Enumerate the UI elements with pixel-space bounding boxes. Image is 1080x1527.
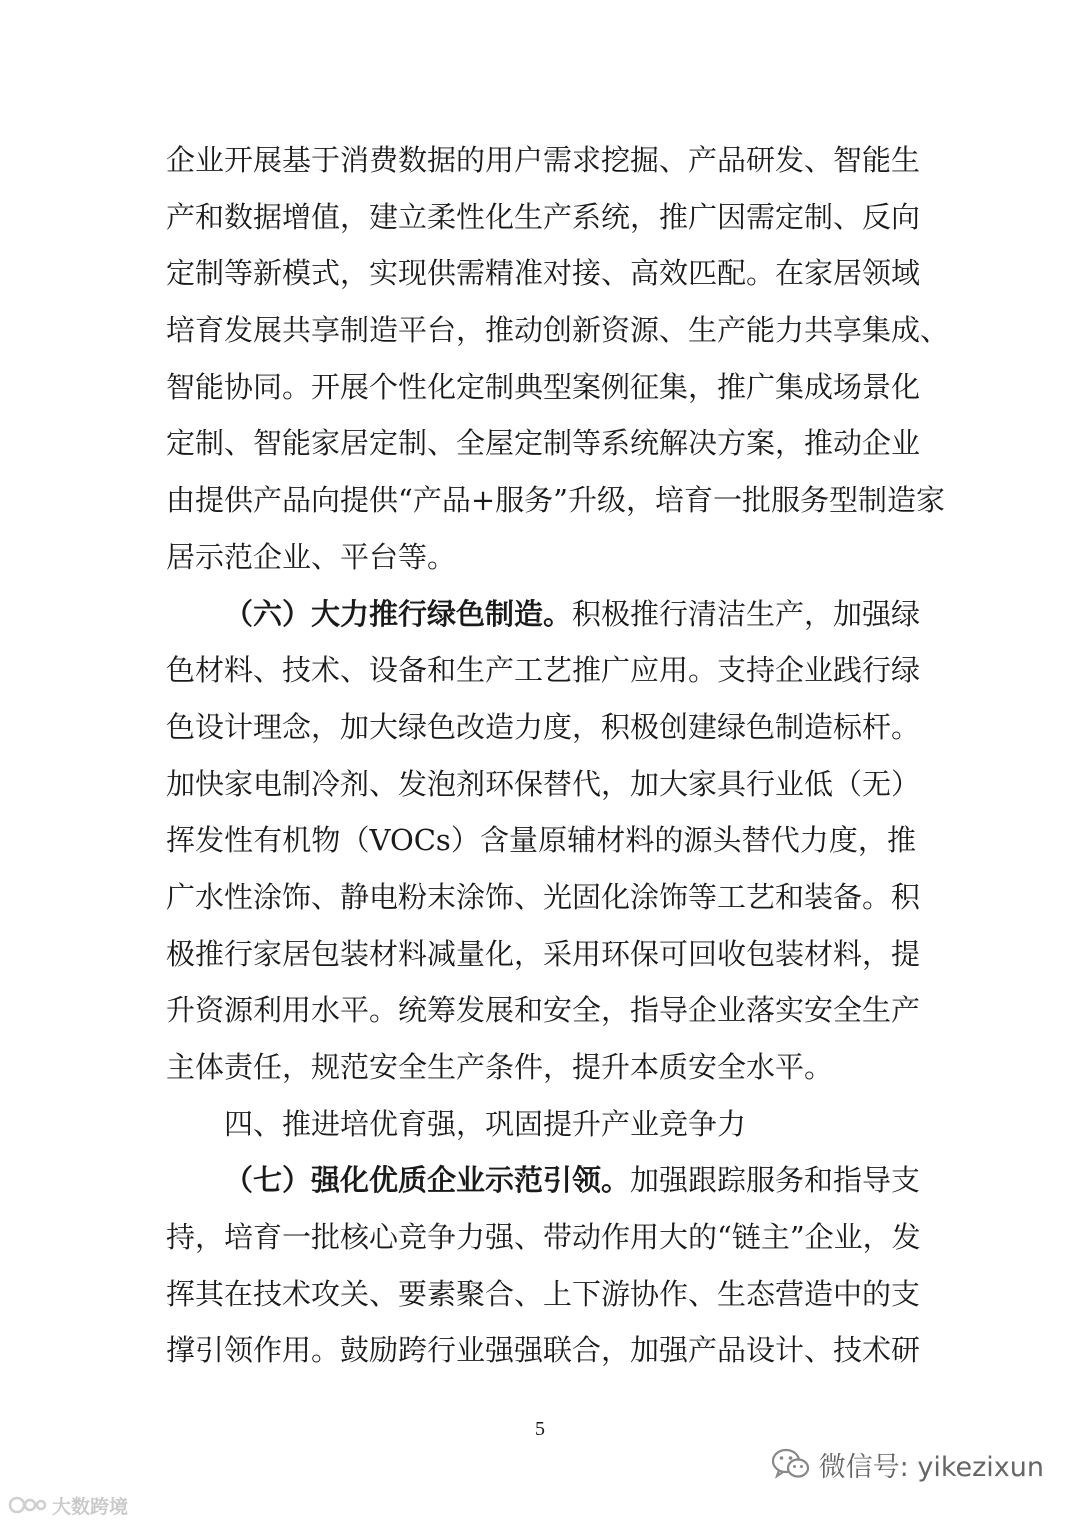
text-line: 智能协同。开展个性化定制典型案例征集，推广集成场景化 xyxy=(166,369,921,404)
brand-watermark xyxy=(8,1490,128,1520)
text-line: 挥其在技术攻关、要素聚合、上下游协作、生态营造中的支 xyxy=(166,1276,921,1311)
wechat-id-text: 微信号: yikezixun xyxy=(818,1451,1044,1483)
text-line: 居示范企业、平台等。 xyxy=(166,539,457,574)
section-heading: 四、推进培优育强，巩固提升产业竞争力 xyxy=(224,1106,747,1141)
text-line: 培育发展共享制造平台，推动创新资源、生产能力共享集成、 xyxy=(166,313,950,348)
text-line: 撑引领作用。鼓励跨行业强强联合，加强产品设计、技术研 xyxy=(166,1333,921,1368)
text-line: 主体责任，规范安全生产条件，提升本质安全水平。 xyxy=(166,1050,834,1084)
section-six-title: （六）大力推行绿色制造。 xyxy=(224,596,573,631)
text-line: 色设计理念，加大绿色改造力度，积极创建绿色制造标杆。 xyxy=(166,709,921,744)
text-line: 加快家电制冷剂、发泡剂环保替代，加大家具行业低（无） xyxy=(166,766,921,801)
text-line: 广水性涂饰、静电粉末涂饰、光固化涂饰等工艺和装备。积 xyxy=(166,879,921,914)
wechat-icon xyxy=(771,1447,811,1481)
section-seven-title: （七）强化优质企业示范引领。 xyxy=(224,1163,631,1198)
text-line: 产和数据增值，建立柔性化生产系统，推广因需定制、反向 xyxy=(166,199,921,234)
text-line: 企业开展基于消费数据的用户需求挖掘、产品研发、智能生 xyxy=(166,143,921,177)
paragraph-seven-first-line xyxy=(166,1152,921,1209)
text-line: 定制等新模式，实现供需精准对接、高效匹配。在家居领域 xyxy=(166,256,921,291)
text-line: 极推行家居包装材料减量化，采用环保可回收包装材料，提 xyxy=(166,936,921,971)
brand-logo-icon xyxy=(8,1493,48,1517)
text-run: 加强跟踪服务和指导支 xyxy=(630,1163,921,1198)
text-line: 持，培育一批核心竞争力强、带动作用大的“链主”企业，发 xyxy=(166,1220,921,1255)
brand-watermark-text: 大数跨境 xyxy=(52,1495,129,1518)
text-line: 升资源利用水平。统筹发展和安全，指导企业落实安全生产 xyxy=(166,993,921,1028)
body-text xyxy=(166,132,950,1379)
text-line: 挥发性有机物（VOCs）含量原辅材料的源头替代力度，推 xyxy=(166,823,916,858)
wechat-watermark xyxy=(771,1442,1044,1486)
page-number: 5 xyxy=(535,1418,545,1440)
paragraph-six-first-line xyxy=(166,586,921,643)
text-line: 由提供产品向提供“产品+服务”升级，培育一批服务型制造家 xyxy=(166,483,945,518)
text-run: 积极推行清洁生产，加强绿 xyxy=(572,596,921,631)
text-line: 色材料、技术、设备和生产工艺推广应用。支持企业践行绿 xyxy=(166,653,921,688)
text-line: 定制、智能家居定制、全屋定制等系统解决方案，推动企业 xyxy=(166,426,921,461)
